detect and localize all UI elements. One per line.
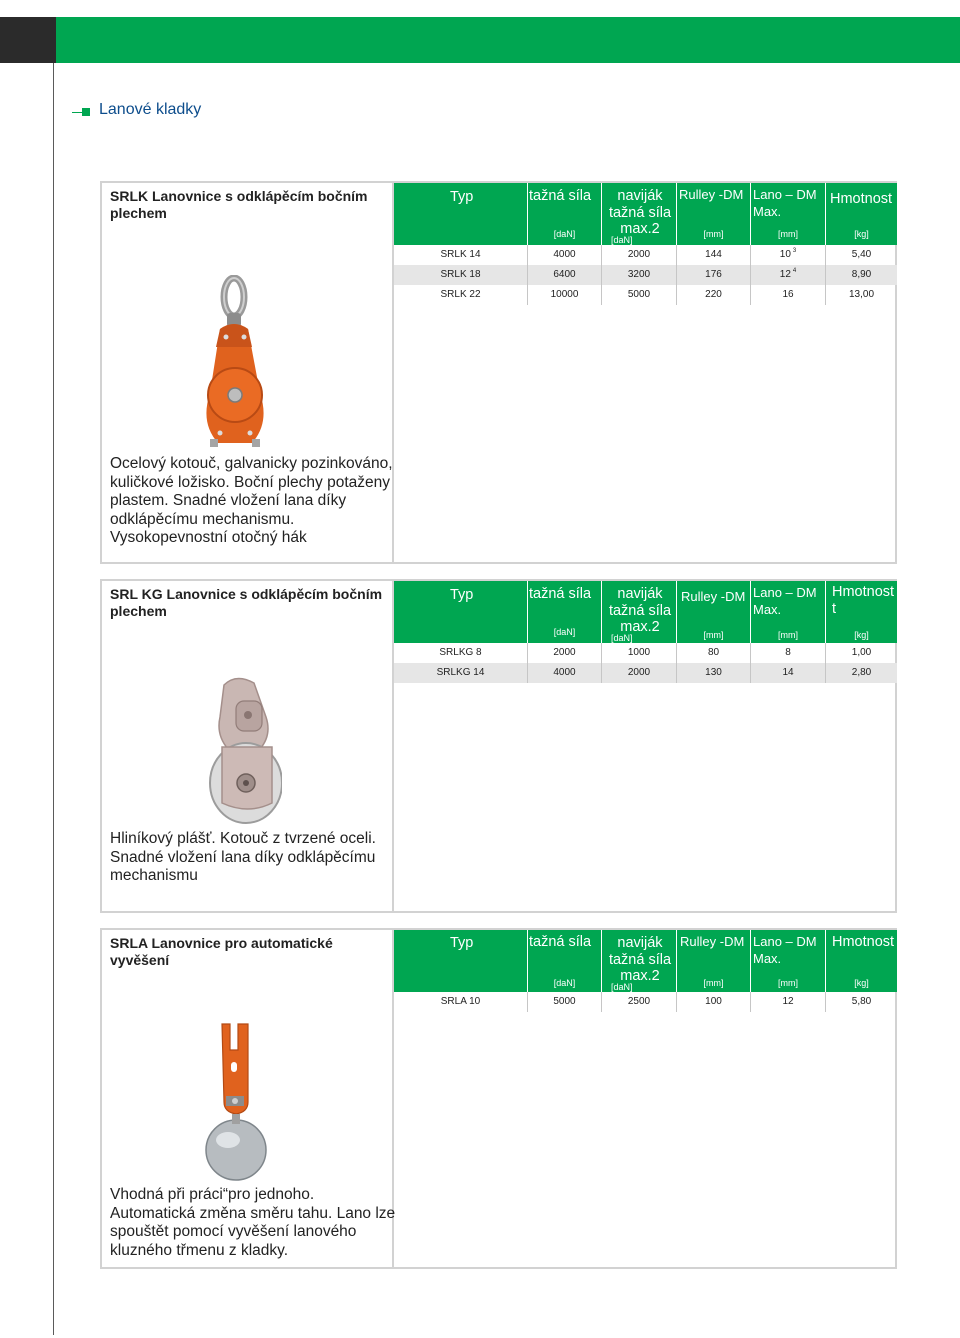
- table-header: [394, 930, 897, 992]
- col-hmotnost: Hmotnost t [kg]: [825, 581, 897, 643]
- section-bullet-icon: [72, 108, 90, 116]
- product-description: Ocelový kotouč, galvanicky pozinkováno, kuličkové ložisko. Boční plechy potaženy plastem. Snadné vložení lana díky odklápěcímu mechanismu. Vysokopevnostní otočný hák: [110, 455, 393, 546]
- snatch-block-orange-image: [198, 275, 278, 451]
- product-block-srlk: [100, 181, 897, 564]
- product-block-srlkg: [100, 579, 897, 913]
- table-row: SRLA 10 5000 2500 100 12 5,80: [394, 992, 897, 1012]
- col-lano: Lano – DM Max. [mm]: [750, 183, 825, 245]
- col-rulley: Rulley -DM [mm]: [676, 930, 750, 992]
- col-rulley: Rulley -DM [mm]: [676, 581, 750, 643]
- header-green-bar: [56, 17, 960, 63]
- col-typ: Typ: [450, 189, 474, 205]
- col-hmotnost: Hmotnost [kg]: [825, 183, 897, 245]
- table-row: SRLK 22 10000 5000 220 16 13,00: [394, 285, 897, 305]
- table-row: SRLKG 8 2000 1000 80 8 1,00: [394, 643, 897, 663]
- product-description: Hliníkový plášť. Kotouč z tvrzené oceli. Snadné vložení lana díky odklápěcímu mechanismu: [110, 830, 376, 884]
- auto-release-pulley-image: [202, 1022, 272, 1182]
- left-margin-rule: [53, 63, 54, 1335]
- col-navijak: naviják tažná síla max.2 [daN]: [601, 930, 676, 992]
- table-row: SRLK 14 4000 2000 144 10 $^3$ 5,40: [394, 245, 897, 265]
- table-row: SRLKG 14 4000 2000 130 14 2,80: [394, 663, 897, 683]
- table-header: [394, 183, 897, 245]
- product-description: Vhodná při práci“pro jednoho. Automatická změna směru tahu. Lano lze spouštět pomocí vyvěšení lanového kluzného třmenu z kladky.: [110, 1186, 396, 1259]
- spec-table: [394, 581, 897, 683]
- col-rulley: Rulley -DM [mm]: [676, 183, 750, 245]
- col-hmotnost: Hmotnost [kg]: [825, 930, 897, 992]
- product-title: SRLK Lanovnice s odklápěcím bočním plechem: [110, 188, 368, 221]
- col-tazna-sila: tažná síla [daN]: [527, 930, 601, 992]
- table-row: SRLK 18 6400 3200 176 12 $^4$ 8,90: [394, 265, 897, 285]
- col-tazna-sila: tažná síla [daN]: [527, 581, 601, 643]
- spec-table: [394, 183, 897, 305]
- product-title: SRL KG Lanovnice s odklápěcím bočním plechem: [110, 586, 383, 619]
- col-lano: Lano – DM Max. [mm]: [750, 930, 825, 992]
- section-title: Lanové kladky: [99, 101, 202, 118]
- header-dark-block: [0, 17, 56, 63]
- col-tazna-sila: tažná síla [daN]: [527, 183, 601, 245]
- spec-table: [394, 930, 897, 1012]
- col-lano: Lano – DM Max. [mm]: [750, 581, 825, 643]
- product-title: SRLA Lanovnice pro automatické vyvěšení: [110, 935, 333, 968]
- col-navijak: naviják tažná síla max.2 [daN]: [601, 183, 676, 245]
- col-typ: Typ: [450, 587, 474, 603]
- table-header: [394, 581, 897, 643]
- snatch-block-aluminium-image: [202, 675, 282, 827]
- product-block-srla: [100, 928, 897, 1269]
- col-typ: Typ: [450, 935, 474, 951]
- col-navijak: naviják tažná síla max.2 [daN]: [601, 581, 676, 643]
